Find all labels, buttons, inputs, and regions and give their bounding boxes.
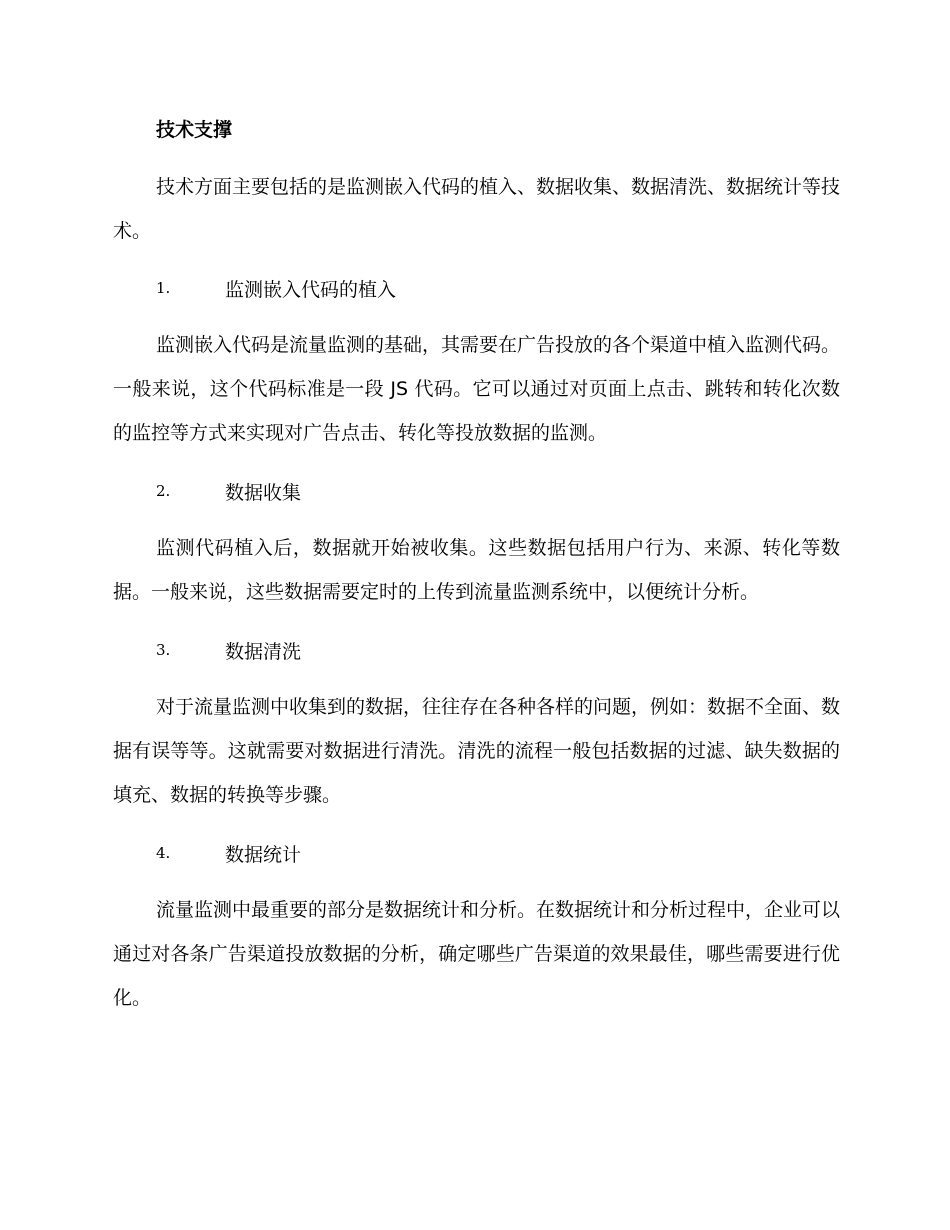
spacer [113,672,840,685]
list-number: 2. [156,482,171,500]
spacer [113,817,840,831]
body-paragraph: 监测代码植入后，数据就开始被收集。这些数据包括用户行为、来源、转化等数据。一般来说，这些数据需要定时的上传到流量监测系统中，以便统计分析。 [113,537,840,603]
list-item-2 [113,469,840,513]
body-paragraph: 流量监测中最重要的部分是数据统计和分析。在数据统计和分析过程中，企业可以通过对各条广告渠道投放数据的分析，确定哪些广告渠道的效果最佳，哪些需要进行优化。 [113,899,841,1009]
list-item-3 [113,628,840,672]
spacer [113,253,840,266]
list-item-1 [113,266,840,310]
document-page [113,108,840,1020]
body-paragraph: 对于流量监测中收集到的数据，往往存在各种各样的问题，例如：数据不全面、数据有误等等。这就需要对数据进行清洗。清洗的流程一般包括数据的过滤、缺失数据的填充、数据的转换等步骤。 [113,696,841,806]
spacer [113,614,840,628]
spacer [113,513,840,526]
spacer [113,875,840,888]
list-title: 数据收集 [225,481,302,504]
list-number: 4. [156,844,171,862]
list-number: 1. [156,279,171,297]
list-item-4 [113,831,840,875]
list-number: 3. [156,641,171,659]
intro-paragraph: 技术方面主要包括的是监测嵌入代码的植入、数据收集、数据清洗、数据统计等技术。 [113,176,841,242]
spacer [113,455,840,469]
list-title: 数据清洗 [225,640,302,663]
body-paragraph: 监测嵌入代码是流量监测的基础，其需要在广告投放的各个渠道中植入监测代码。一般来说，这个代码标准是一段 JS 代码。它可以通过对页面上点击、跳转和转化次数的监控等方式来实现对广告点击、转化等投放数据的监测。 [113,334,841,444]
spacer [113,310,840,323]
list-title: 数据统计 [225,843,302,866]
spacer [113,152,840,165]
section-heading: 技术支撑 [156,119,233,141]
list-title: 监测嵌入代码的植入 [225,278,397,301]
